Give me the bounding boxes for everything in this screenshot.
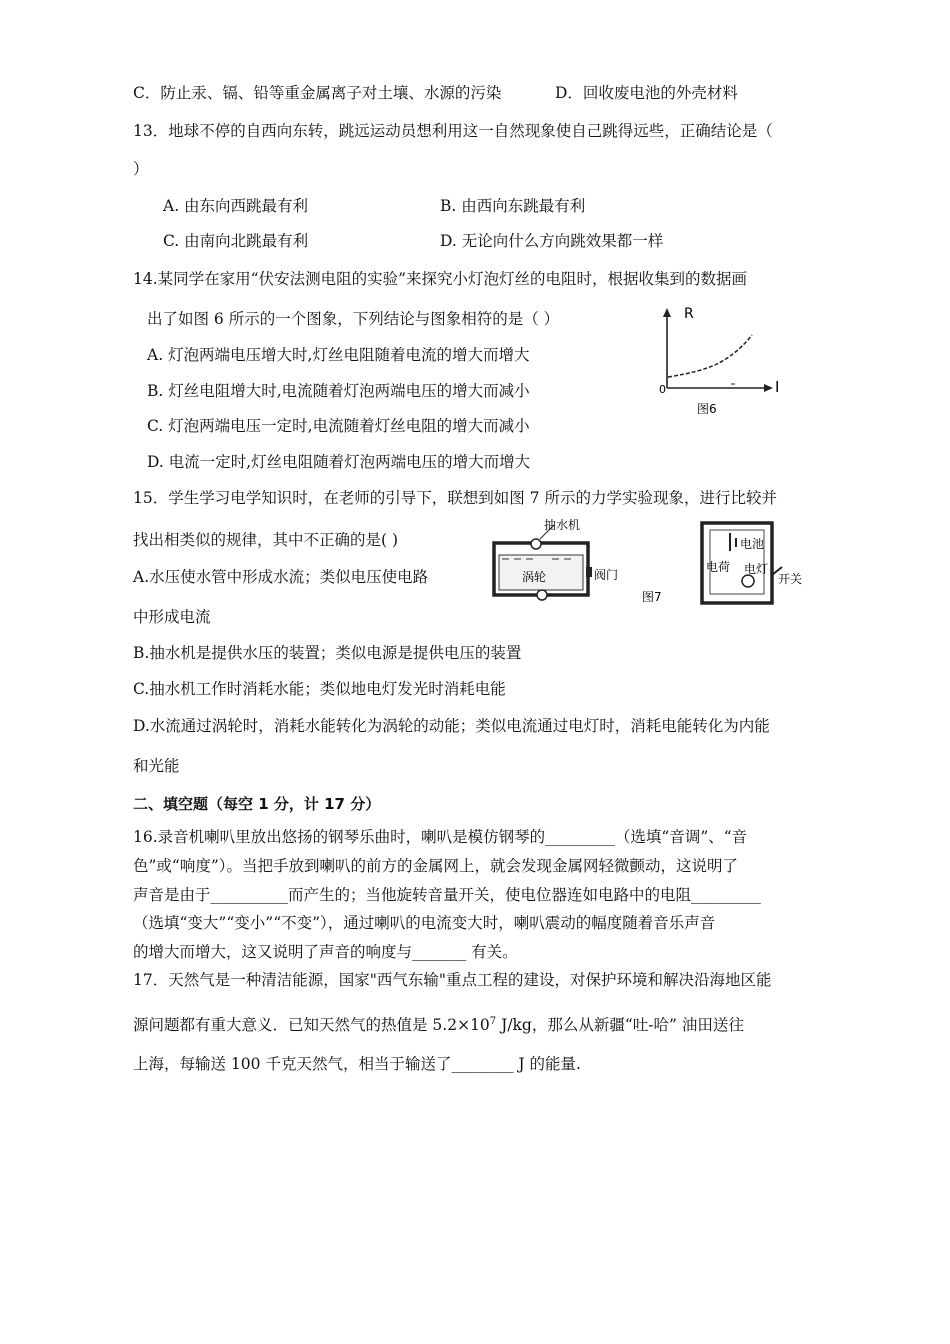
q13-option-a: A. 由东向西跳最有利 <box>163 197 309 215</box>
q17-line3: 上海，每输送 100 千克天然气，相当于输送了________ J 的能量. <box>133 1055 581 1073</box>
q16-line2: 色”或“响度”）。当把手放到喇叭的前方的金属网上，就会发现金属网轻微颤动，这说明了 <box>133 857 739 875</box>
turbine-label: 涡轮 <box>522 570 547 584</box>
x-axis-label: I <box>775 378 780 396</box>
section-2-heading: 二、填空题（每空 1 分，计 17 分） <box>133 795 381 813</box>
q12-option-d: D．回收废电池的外壳材料 <box>555 84 738 102</box>
battery-label: 电池 <box>740 537 765 551</box>
q15-stem-line2: 找出相类似的规律，其中不正确的是( ) <box>133 531 399 549</box>
q13-option-c: C. 由南向北跳最有利 <box>163 232 309 250</box>
q13-option-d: D. 无论向什么方向跳效果都一样 <box>440 232 664 250</box>
q16-line5: 的增大而增大，这又说明了声音的响度与_______ 有关。 <box>133 943 518 961</box>
q17-line2-post: J/kg，那么从新疆“吐-哈” 油田送往 <box>496 1016 744 1035</box>
q17-exponent: 7 <box>489 1016 497 1027</box>
figure-6-graph <box>655 300 790 420</box>
q16-line3: 声音是由于__________而产生的；当他旋转音量开关，使电位器连如电路中的电阻_________ <box>133 886 761 904</box>
q13-option-b: B. 由西向东跳最有利 <box>440 197 586 215</box>
figure-6-caption: 图6 <box>697 402 717 416</box>
figure-7-diagram <box>482 515 817 609</box>
pump-label: 抽水机 <box>544 518 581 532</box>
q14-option-d: D. 电流一定时,灯丝电阻随着灯泡两端电压的增大而增大 <box>147 453 531 471</box>
q17-line2-pre: 源问题都有重大意义．已知天然气的热值是 5.2×10 <box>133 1016 490 1035</box>
q16-line4: （选填“变大”“变小”“不变”），通过喇叭的电流变大时，喇叭震动的幅度随着音乐声音 <box>133 914 716 932</box>
q17-line2 <box>133 1012 744 1035</box>
q16-line1: 16.录音机喇叭里放出悠扬的钢琴乐曲时，喇叭是模仿钢琴的_________（选填“音调”、“音 <box>133 828 748 846</box>
q14-option-a: A. 灯泡两端电压增大时,灯丝电阻随着电流的增大而增大 <box>147 346 530 364</box>
q13-stem-end: ） <box>133 160 149 178</box>
lamp-label: 电灯 <box>744 562 769 576</box>
valve-label: 阀门 <box>594 568 619 582</box>
q14-stem-line2: 出了如图 6 所示的一个图象，下列结论与图象相符的是（ ） <box>147 310 560 328</box>
q17-line1: 17．天然气是一种清洁能源，国家"西气东输"重点工程的建设，对保护环境和解决沿海地区能 <box>133 971 772 989</box>
charge-label: 电荷 <box>706 560 731 574</box>
pump-icon <box>531 539 541 549</box>
q12-option-c: C．防止汞、镉、铅等重金属离子对土壤、水源的污染 <box>133 84 502 102</box>
figure-7-caption: 图7 <box>642 590 662 604</box>
q15-option-a-line2: 中形成电流 <box>133 608 211 626</box>
r-i-curve <box>668 335 752 377</box>
x-axis-arrow-icon <box>764 384 773 392</box>
q14-stem-line1: 14.某同学在家用“伏安法测电阻的实验”来探究小灯泡灯丝的电阻时，根据收集到的数据画 <box>133 270 748 288</box>
q15-option-d-line2: 和光能 <box>133 757 180 775</box>
turbine-icon <box>537 590 547 600</box>
q15-option-d-line1: D.水流通过涡轮时，消耗水能转化为涡轮的动能；类似电流通过电灯时，消耗电能转化为内能 <box>133 717 770 735</box>
q14-option-c: C. 灯泡两端电压一定时,电流随着灯丝电阻的增大而减小 <box>147 417 530 435</box>
y-axis-arrow-icon <box>663 308 671 317</box>
q14-option-b: B. 灯丝电阻增大时,电流随着灯泡两端电压的增大而减小 <box>147 382 530 400</box>
origin-label: 0 <box>659 383 666 396</box>
lamp-icon <box>742 575 754 587</box>
q15-option-a-line1: A.水压使水管中形成水流；类似电压使电路 <box>133 568 429 586</box>
switch-label: 开关 <box>778 572 803 586</box>
q15-option-b: B.抽水机是提供水压的装置；类似电源是提供电压的装置 <box>133 644 522 662</box>
q13-stem: 13．地球不停的自西向东转，跳远运动员想利用这一自然现象使自己跳得远些，正确结论是（ <box>133 122 773 140</box>
q15-stem-line1: 15．学生学习电学知识时，在老师的引导下，联想到如图 7 所示的力学实验现象，进行比较并 <box>133 489 777 507</box>
q15-option-c: C.抽水机工作时消耗水能；类似地电灯发光时消耗电能 <box>133 680 506 698</box>
y-axis-label: R <box>684 306 694 322</box>
valve-icon <box>586 567 592 577</box>
